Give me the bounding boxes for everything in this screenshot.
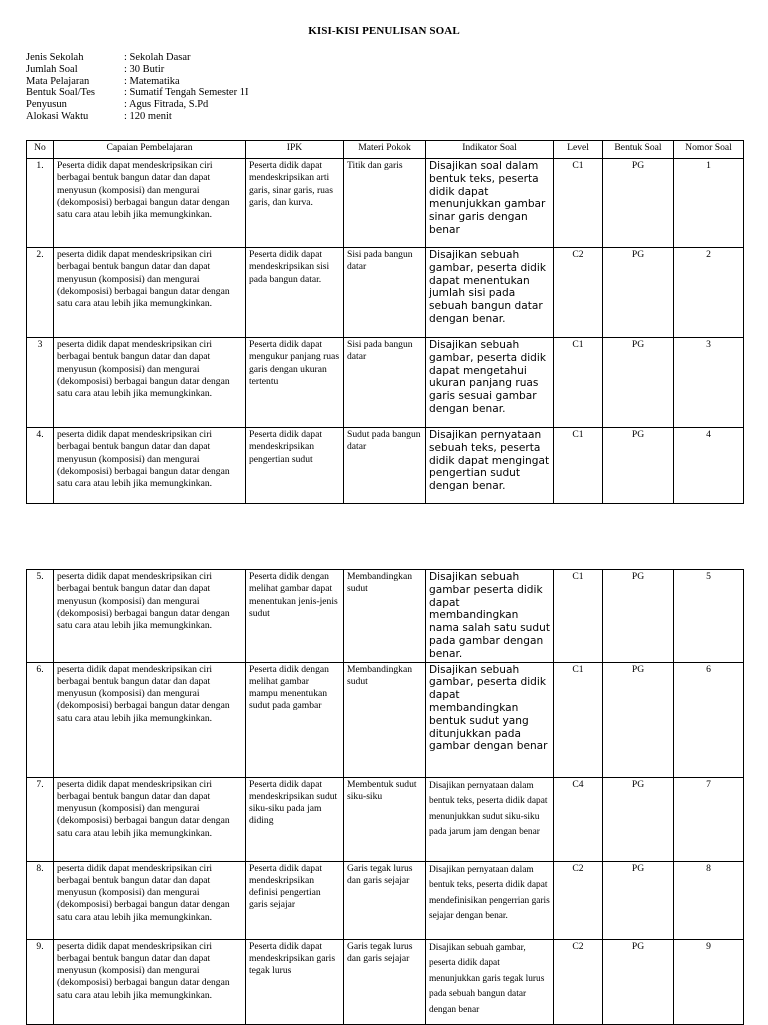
nomor-cell: 8	[674, 861, 744, 939]
bentuk-cell: PG	[603, 248, 674, 338]
table-row	[27, 861, 744, 939]
ipk-cell: Peserta didik dapat mengukur panjang ruas garis dengan ukuran tertentu	[246, 338, 344, 428]
row-number: 4.	[27, 428, 54, 504]
capaian-cell: peserta didik dapat mendeskripsikan ciri berbagai bentuk bangun datar dan dapat menyusun (komposisi) dan mengurai (dekomposisi) berbagai bangun datar dengan satu cara atau lebih jika memungkinkan.	[54, 248, 246, 338]
materi-cell: Titik dan garis	[344, 159, 426, 248]
capaian-cell: peserta didik dapat mendeskripsikan ciri berbagai bentuk bangun datar dan dapat menyusun (komposisi) dan mengurai (dekomposisi) berbagai bangun datar dengan satu cara atau lebih jika memungkinkan.	[54, 939, 246, 1024]
table-row	[27, 248, 744, 338]
row-number: 5.	[27, 570, 54, 663]
header-level: Level	[554, 141, 603, 159]
document-info	[26, 52, 248, 123]
ipk-cell: Peserta didik dapat mendeskripsikan garis tegak lurus	[246, 939, 344, 1024]
row-number: 3	[27, 338, 54, 428]
ipk-cell: Peserta didik dapat mendeskripsikan arti garis, sinar garis, ruas garis, dan kurva.	[246, 159, 344, 248]
level-cell: C1	[554, 428, 603, 504]
grid-table-part-2	[26, 569, 744, 1025]
table-row	[27, 662, 744, 777]
bentuk-cell: PG	[603, 159, 674, 248]
ipk-cell: Peserta didik dapat mendeskripsikan pengertian sudut	[246, 428, 344, 504]
nomor-cell: 4	[674, 428, 744, 504]
info-row	[26, 87, 248, 99]
header-indikator: Indikator Soal	[426, 141, 554, 159]
table-row	[27, 939, 744, 1024]
info-row	[26, 76, 248, 88]
level-cell: C2	[554, 861, 603, 939]
nomor-cell: 6	[674, 662, 744, 777]
level-cell: C1	[554, 159, 603, 248]
ipk-cell: Peserta didik dapat mendeskripsikan definisi pengertian garis sejajar	[246, 861, 344, 939]
capaian-cell: peserta didik dapat mendeskripsikan ciri berbagai bentuk bangun datar dan dapat menyusun (komposisi) dan mengurai (dekomposisi) berbagai bangun datar dengan satu cara atau lebih jika memungkinkan.	[54, 861, 246, 939]
indikator-cell: Disajikan pernyataan dalam bentuk teks, peserta didik dapat mendefinisikan pengerrian garis sejajar dengan benar.	[426, 861, 554, 939]
table-row	[27, 159, 744, 248]
header-nomor: Nomor Soal	[674, 141, 744, 159]
table-row	[27, 428, 744, 504]
table-row	[27, 570, 744, 663]
header-capaian: Capaian Pembelajaran	[54, 141, 246, 159]
info-label: Bentuk Soal/Tes	[26, 87, 95, 99]
info-value: : Sekolah Dasar	[124, 52, 191, 63]
nomor-cell: 5	[674, 570, 744, 663]
info-value: : Agus Fitrada, S.Pd	[124, 99, 209, 111]
info-row	[26, 64, 248, 76]
header-bentuk: Bentuk Soal	[603, 141, 674, 159]
row-number: 6.	[27, 662, 54, 777]
bentuk-cell: PG	[603, 570, 674, 663]
materi-cell: Membandingkan sudut	[344, 662, 426, 777]
capaian-cell: peserta didik dapat mendeskripsikan ciri berbagai bentuk bangun datar dan dapat menyusun (komposisi) dan mengurai (dekomposisi) berbagai bangun datar dengan satu cara atau lebih jika memungkinkan.	[54, 338, 246, 428]
row-number: 1.	[27, 159, 54, 248]
bentuk-cell: PG	[603, 662, 674, 777]
info-label: Alokasi Waktu	[26, 110, 89, 122]
capaian-cell: peserta didik dapat mendeskripsikan ciri berbagai bentuk bangun datar dan dapat menyusun (komposisi) dan mengurai (dekomposisi) berbagai bangun datar dengan satu cara atau lebih jika memungkinkan.	[54, 662, 246, 777]
bentuk-cell: PG	[603, 338, 674, 428]
ipk-cell: Peserta didik dapat mendeskripsikan sudut siku-siku pada jam diding	[246, 777, 344, 861]
indikator-cell: Disajikan soal dalam bentuk teks, peserta didik dapat menunjukkan gambar sinar garis dengan benar	[426, 159, 554, 248]
info-value: : 30 Butir	[124, 63, 165, 75]
indikator-cell: Disajikan sebuah gambar, peserta didik dapat menentukan jumlah sisi pada sebuah bangun datar dengan benar.	[426, 248, 554, 338]
level-cell: C1	[554, 570, 603, 663]
ipk-cell: Peserta didik dengan melihat gambar mampu menentukan sudut pada gambar	[246, 662, 344, 777]
level-cell: C1	[554, 662, 603, 777]
level-cell: C2	[554, 939, 603, 1024]
capaian-cell: Peserta didik dapat mendeskripsikan ciri berbagai bentuk bangun datar dan dapat menyusun (komposisi) dan mengurai (dekomposisi) berbagai bangun datar dengan satu cara atau lebih jika memungkinkan.	[54, 159, 246, 248]
info-row	[26, 111, 248, 123]
indikator-cell: Disajikan sebuah gambar, peserta didik dapat mengetahui ukuran panjang ruas garis sesuai gambar dengan benar.	[426, 338, 554, 428]
level-cell: C2	[554, 248, 603, 338]
bentuk-cell: PG	[603, 939, 674, 1024]
info-label: Penyusun	[26, 99, 67, 111]
indikator-cell: Disajikan sebuah gambar, peserta didik dapat membandingkan bentuk sudut yang ditunjukkan pada gambar dengan benar	[426, 662, 554, 777]
info-label: Jumlah Soal	[26, 63, 78, 75]
table-header-row	[27, 141, 744, 159]
info-value: : Sumatif Tengah Semester 1I	[124, 87, 249, 99]
nomor-cell: 1	[674, 159, 744, 248]
indikator-cell: Disajikan pernyataan dalam bentuk teks, peserta didik dapat menunjukkan sudut siku-siku pada jarum jam dengan benar	[426, 777, 554, 861]
level-cell: C4	[554, 777, 603, 861]
indikator-cell: Disajikan pernyataan sebuah teks, peserta didik dapat mengingat pengertian sudut dengan benar.	[426, 428, 554, 504]
nomor-cell: 9	[674, 939, 744, 1024]
indikator-cell: Disajikan sebuah gambar, peserta didik dapat menunjukkan garis tegak lurus pada sebuah bangun datar dengan benar	[426, 939, 554, 1024]
materi-cell: Membandingkan sudut	[344, 570, 426, 663]
materi-cell: Sisi pada bangun datar	[344, 248, 426, 338]
nomor-cell: 7	[674, 777, 744, 861]
info-row	[26, 52, 248, 64]
info-value: : Matematika	[124, 75, 180, 87]
nomor-cell: 3	[674, 338, 744, 428]
indikator-cell: Disajikan sebuah gambar peserta didik dapat membandingkan nama salah satu sudut pada gambar dengan benar.	[426, 570, 554, 663]
row-number: 9.	[27, 939, 54, 1024]
row-number: 7.	[27, 777, 54, 861]
header-ipk: IPK	[246, 141, 344, 159]
nomor-cell: 2	[674, 248, 744, 338]
ipk-cell: Peserta didik dapat mendeskripsikan sisi pada bangun datar.	[246, 248, 344, 338]
capaian-cell: peserta didik dapat mendeskripsikan ciri berbagai bentuk bangun datar dan dapat menyusun (komposisi) dan mengurai (dekomposisi) berbagai bangun datar dengan satu cara atau lebih jika memungkinkan.	[54, 428, 246, 504]
info-row	[26, 99, 248, 111]
header-no: No	[27, 141, 54, 159]
page-title: KISI-KISI PENULISAN SOAL	[308, 25, 460, 37]
info-label: Jenis Sekolah	[26, 52, 84, 63]
capaian-cell: peserta didik dapat mendeskripsikan ciri berbagai bentuk bangun datar dan dapat menyusun (komposisi) dan mengurai (dekomposisi) berbagai bangun datar dengan satu cara atau lebih jika memungkinkan.	[54, 777, 246, 861]
level-cell: C1	[554, 338, 603, 428]
info-label: Mata Pelajaran	[26, 75, 90, 87]
row-number: 2.	[27, 248, 54, 338]
materi-cell: Sisi pada bangun datar	[344, 338, 426, 428]
row-number: 8.	[27, 861, 54, 939]
ipk-cell: Peserta didik dengan melihat gambar dapat menentukan jenis-jenis sudut	[246, 570, 344, 663]
bentuk-cell: PG	[603, 777, 674, 861]
materi-cell: Garis tegak lurus dan garis sejajar	[344, 939, 426, 1024]
grid-table-part-1	[26, 140, 744, 504]
header-materi: Materi Pokok	[344, 141, 426, 159]
bentuk-cell: PG	[603, 861, 674, 939]
capaian-cell: peserta didik dapat mendeskripsikan ciri berbagai bentuk bangun datar dan dapat menyusun (komposisi) dan mengurai (dekomposisi) berbagai bangun datar dengan satu cara atau lebih jika memungkinkan.	[54, 570, 246, 663]
bentuk-cell: PG	[603, 428, 674, 504]
materi-cell: Sudut pada bangun datar	[344, 428, 426, 504]
materi-cell: Membentuk sudut siku-siku	[344, 777, 426, 861]
table-row	[27, 777, 744, 861]
table-row	[27, 338, 744, 428]
info-value: : 120 menit	[124, 110, 172, 122]
materi-cell: Garis tegak lurus dan garis sejajar	[344, 861, 426, 939]
